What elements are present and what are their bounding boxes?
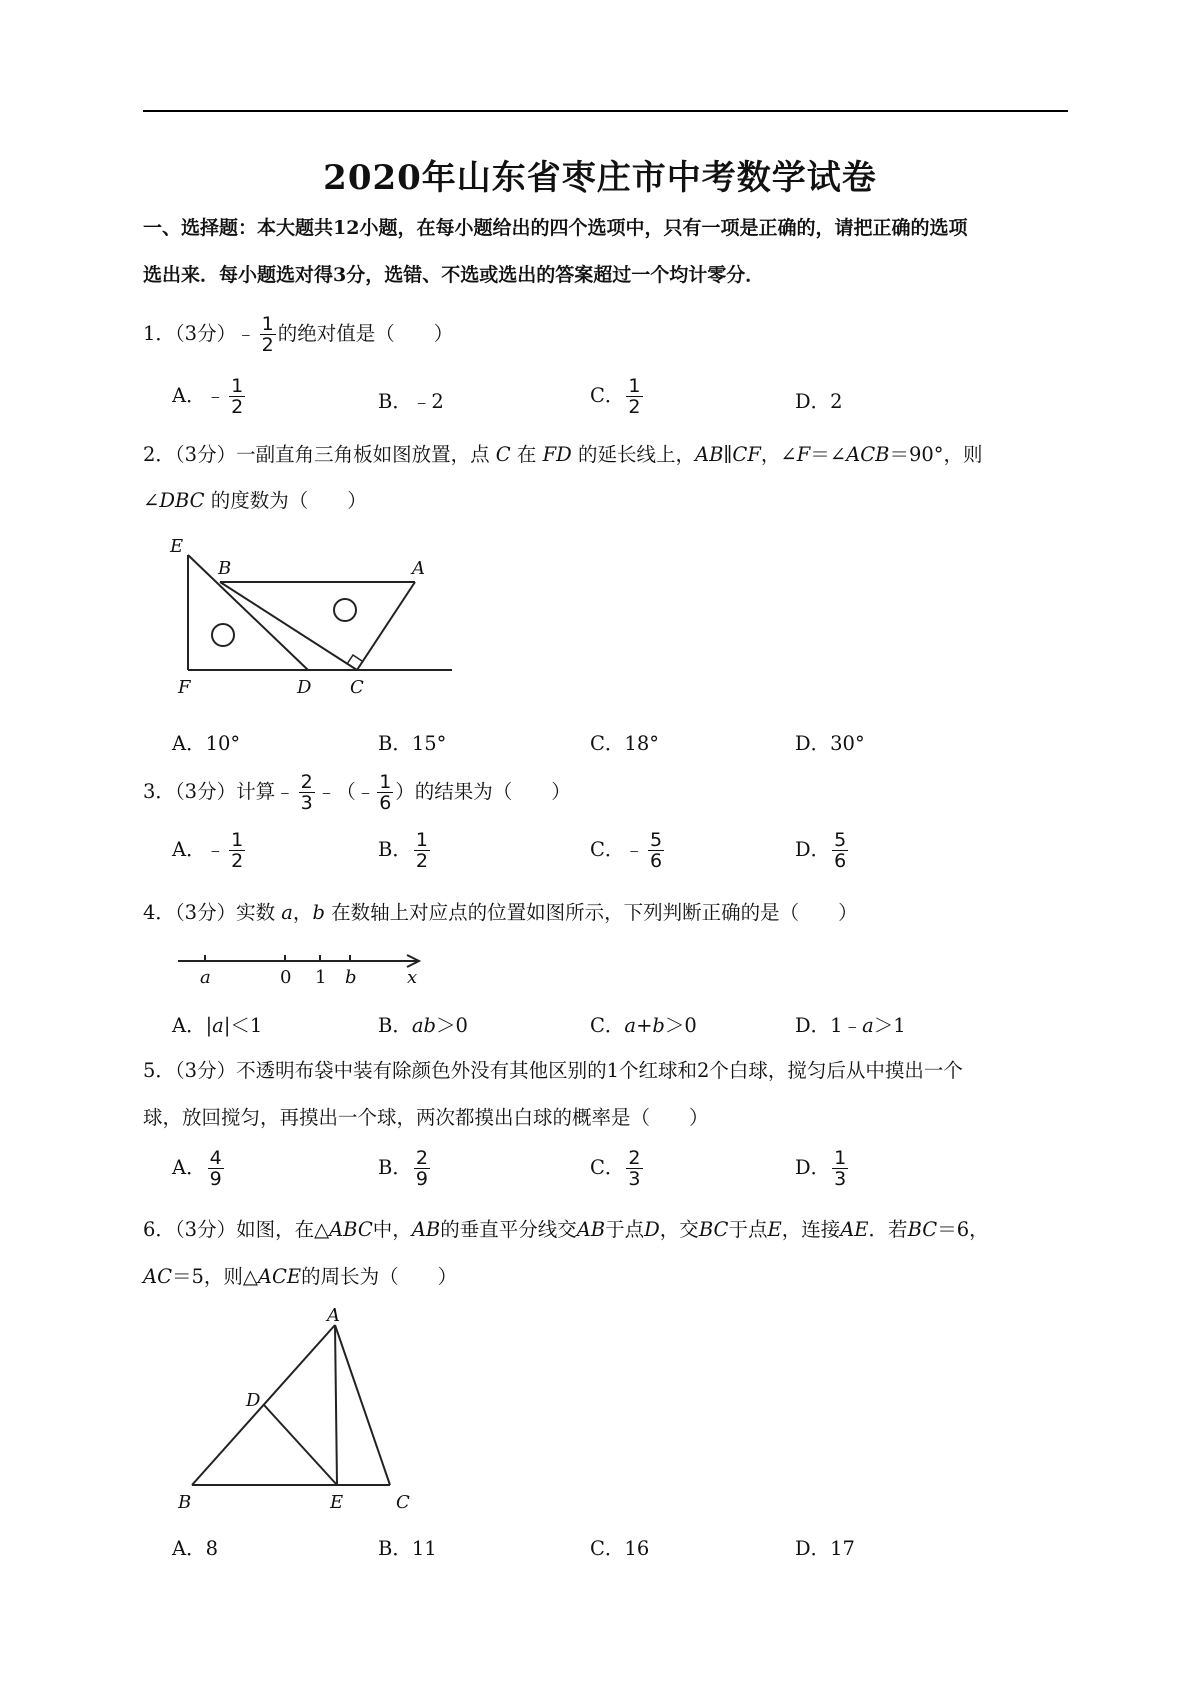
q4-label-one: 1 (315, 967, 327, 988)
q4-label-b: b (345, 967, 357, 988)
q3-mid: ﹣（﹣ (316, 780, 376, 803)
q6-label-e: E (330, 1492, 344, 1513)
q3-option-b-label: B． (378, 838, 412, 861)
q6-text-a: 6．（3分）如图，在△ (143, 1218, 330, 1241)
q2-var-fd: FD (542, 443, 572, 466)
q6-var-e: E (767, 1218, 782, 1241)
q3-den2: 6 (379, 792, 392, 814)
q2-label-b: B (218, 558, 232, 579)
q5-option-b-label: B． (378, 1156, 412, 1179)
q6-var-ab2: AB (576, 1218, 606, 1241)
q2-var-f: F (796, 443, 811, 466)
q3-option-d-label: D． (795, 838, 831, 861)
q4-option-c-plus: + (636, 1014, 653, 1037)
q6-text-b: 中， (372, 1218, 412, 1241)
q4-label-zero: 0 (280, 967, 292, 988)
q3-option-a-num: 1 (231, 829, 244, 851)
q2-text-g: ∠ (143, 489, 160, 512)
q6-var-ae: AE (840, 1218, 869, 1241)
q2-figure (160, 530, 460, 710)
q1-den: 2 (261, 334, 274, 356)
q6-label-a: A (327, 1305, 340, 1326)
question-6-line2 (143, 1262, 1078, 1292)
q1-option-c-den: 2 (628, 396, 641, 418)
q2-edge-ac (357, 582, 415, 670)
header-rule (143, 110, 1068, 112)
q6-var-ab1: AB (411, 1218, 441, 1241)
q6-text-e: ，交 (659, 1218, 699, 1241)
q3-option-a-fraction (229, 830, 245, 871)
q6-text-i: ＝6， (937, 1218, 989, 1241)
q1-option-a-den: 2 (231, 396, 244, 418)
q1-option-a-fraction (229, 376, 245, 417)
q5-option-a-fraction (208, 1148, 224, 1189)
q2-label-c: C (350, 677, 364, 698)
question-5-line2: 球，放回搅匀，再摸出一个球，两次都摸出白球的概率是（ ） (143, 1106, 709, 1129)
q4-option-c-var2: b (652, 1014, 665, 1037)
question-6-line1 (143, 1215, 1078, 1245)
q2-label-f: F (178, 677, 191, 698)
q2-hole-right (334, 599, 356, 621)
q6-var-bc2: BC (907, 1218, 938, 1241)
question-2-line2 (143, 486, 1078, 516)
q6-var-d: D (644, 1218, 660, 1241)
q4-option-b-post: ＞0 (435, 1014, 468, 1037)
q4-option-a-label: A． (172, 1014, 206, 1037)
q4-option-a-var: a (212, 1014, 224, 1037)
q3-fraction-2 (377, 772, 393, 813)
q3-option-d-fraction (832, 830, 848, 871)
q3-option-b-num: 1 (415, 829, 428, 851)
q3-option-d[interactable] (795, 830, 850, 871)
q6-text-d: 于点 (605, 1218, 645, 1241)
q3-option-a-den: 2 (231, 850, 244, 872)
q5-option-b-den: 9 (415, 1168, 428, 1190)
q1-prefix: 1．（3分） (143, 322, 237, 345)
q2-text-a: 2．（3分）一副直角三角板如图放置，点 (143, 443, 490, 466)
q4-number-line (175, 945, 435, 995)
q1-neg: ﹣ (236, 322, 256, 345)
q6-label-b: B (178, 1492, 192, 1513)
q3-fraction-1 (299, 772, 315, 813)
question-4 (143, 898, 1078, 928)
q4-option-c[interactable] (590, 1010, 697, 1038)
q2-option-c[interactable]: C．18° (590, 732, 659, 755)
q5-option-d-num: 1 (834, 1147, 847, 1169)
q4-option-b[interactable] (378, 1010, 468, 1038)
question-5-line1: 5．（3分）不透明布袋中装有除颜色外没有其他区别的1个红球和2个白球，搅匀后从中摸出一个 (143, 1059, 963, 1082)
q1-option-a[interactable] (172, 376, 247, 417)
q1-option-c-label: C． (590, 384, 625, 407)
q5-option-a[interactable] (172, 1148, 226, 1189)
q6-var-abc: ABC (329, 1218, 373, 1241)
q3-option-c-neg: ﹣ (624, 838, 644, 861)
q6-option-b[interactable]: B．11 (378, 1537, 437, 1560)
q1-option-d-label: D． (795, 390, 831, 413)
q6-option-c[interactable]: C．16 (590, 1537, 650, 1560)
q4-option-a-post: |＜1 (223, 1014, 263, 1037)
q2-text-h: 的度数为（ ） (210, 489, 367, 512)
q6-option-a[interactable]: A．8 (172, 1537, 218, 1560)
q1-option-b-text: ﹣2 (411, 390, 444, 413)
q6-label-d: D (246, 1390, 261, 1411)
q4-option-b-var: ab (411, 1014, 436, 1037)
q1-fraction (260, 314, 276, 355)
question-1 (143, 314, 1078, 355)
q1-option-a-neg: ﹣ (205, 384, 226, 407)
q6-var-ac: AC (143, 1265, 173, 1288)
q2-option-a[interactable]: A．10° (172, 732, 241, 755)
q2-hole-left (212, 624, 234, 646)
q3-option-d-num: 5 (834, 829, 847, 851)
q2-var-c: C (495, 443, 511, 466)
q6-text-c: 的垂直平分线交 (440, 1218, 577, 1241)
q4-option-c-var1: a (624, 1014, 637, 1037)
q2-label-e: E (170, 536, 184, 557)
q2-label-a: A (412, 558, 425, 579)
q3-prefix: 3．（3分）计算 (143, 780, 276, 803)
q1-option-c-fraction (626, 376, 642, 417)
q3-option-b[interactable] (378, 830, 432, 871)
q2-var-dbc: DBC (159, 489, 205, 512)
q3-option-c[interactable] (590, 830, 666, 871)
q3-suffix: ）的结果为（ ） (395, 780, 571, 803)
q3-neg1: ﹣ (275, 780, 295, 803)
q1-num: 1 (261, 313, 274, 335)
q3-option-a[interactable] (172, 830, 247, 871)
q2-edge-bc (220, 582, 357, 670)
q4-option-a-pre: | (205, 1014, 213, 1037)
q5-option-c-fraction (626, 1148, 642, 1189)
q4-option-d-post: ＞1 (873, 1014, 906, 1037)
q1-option-a-label: A． (172, 384, 206, 407)
q5-option-c-den: 3 (628, 1168, 641, 1190)
q5-option-a-den: 9 (209, 1168, 222, 1190)
q6-segment-ae (335, 1325, 337, 1485)
q1-suffix: 的绝对值是（ ） (277, 322, 454, 345)
q1-option-d[interactable] (795, 386, 843, 414)
q3-num1: 2 (300, 771, 313, 793)
q6-figure (160, 1305, 440, 1515)
q6-option-d[interactable]: D．17 (795, 1537, 855, 1560)
q5-option-b-fraction (414, 1148, 430, 1189)
q1-option-a-num: 1 (231, 375, 244, 397)
q2-var-acb: ACB (846, 443, 890, 466)
q3-option-c-fraction (648, 830, 664, 871)
q6-text-j: ＝5，则△ (172, 1265, 258, 1288)
q4-option-d-label: D． (795, 1014, 831, 1037)
q3-option-c-label: C． (590, 838, 625, 861)
q2-right-angle-mark (347, 655, 362, 664)
q6-text-h: ．若 (868, 1218, 908, 1241)
q3-option-b-den: 2 (415, 850, 428, 872)
q5-option-b-num: 2 (415, 1147, 428, 1169)
section-heading-line2: 选出来．每小题选对得3分，选错、不选或选出的答案超过一个均计零分． (143, 264, 765, 286)
q6-var-ace: ACE (257, 1265, 302, 1288)
q6-segment-de (264, 1405, 337, 1485)
q6-edge-ac (335, 1325, 390, 1485)
q3-option-c-num: 5 (649, 829, 663, 851)
q5-option-d-label: D． (795, 1156, 831, 1179)
q2-var-abcf: AB∥CF (695, 443, 761, 466)
question-2-line1 (143, 440, 1078, 470)
q5-option-d-den: 3 (834, 1168, 847, 1190)
q4-option-d[interactable] (795, 1010, 906, 1038)
q2-option-d[interactable]: D．30° (795, 732, 865, 755)
q5-option-c-label: C． (590, 1156, 625, 1179)
q4-var-b: b (312, 901, 325, 924)
q4-prefix: 4．（3分）实数 (143, 901, 276, 924)
q6-text-f: 于点 (728, 1218, 768, 1241)
q6-text-k: 的周长为（ ） (301, 1265, 458, 1288)
q6-text-g: ，连接 (781, 1218, 841, 1241)
q2-text-e: ＝∠ (810, 443, 847, 466)
q4-comma: ， (292, 901, 313, 924)
q2-text-d: ，∠ (760, 443, 797, 466)
section-heading-line1: 一、选择题：本大题共12小题，在每小题给出的四个选项中，只有一项是正确的，请把正确的选项 (143, 217, 968, 239)
page-title: 2020年山东省枣庄市中考数学试卷 (323, 158, 877, 198)
q2-text-c: 的延长线上， (578, 443, 696, 466)
q1-option-b-label: B． (378, 390, 412, 413)
q4-option-a[interactable] (172, 1010, 262, 1038)
q4-label-x: x (407, 967, 418, 988)
q6-var-bc1: BC (698, 1218, 729, 1241)
q3-den1: 3 (300, 792, 313, 814)
q4-suffix: 在数轴上对应点的位置如图所示，下列判断正确的是（ ） (331, 901, 858, 924)
q4-option-c-label: C． (590, 1014, 625, 1037)
q4-option-b-label: B． (378, 1014, 412, 1037)
q1-option-c-num: 1 (628, 375, 641, 397)
q5-option-c-num: 2 (628, 1147, 641, 1169)
q5-option-b[interactable] (378, 1148, 432, 1189)
q1-option-d-text: 2 (830, 390, 843, 413)
q4-option-d-var: a (862, 1014, 874, 1037)
q5-option-c[interactable] (590, 1148, 645, 1189)
q5-option-a-label: A． (172, 1156, 206, 1179)
q6-edge-ab (192, 1325, 335, 1485)
q3-option-c-den: 6 (649, 850, 663, 872)
q3-option-a-neg: ﹣ (205, 838, 226, 861)
q5-option-a-num: 4 (209, 1147, 222, 1169)
q3-option-a-label: A． (172, 838, 206, 861)
q1-option-c[interactable] (590, 376, 645, 417)
q3-option-b-fraction (414, 830, 430, 871)
q3-num2: 1 (379, 771, 392, 793)
q5-option-d-fraction (832, 1148, 848, 1189)
q2-option-b[interactable]: B．15° (378, 732, 447, 755)
q2-label-d: D (297, 677, 312, 698)
question-3 (143, 772, 1078, 813)
q2-edge-ed (188, 555, 308, 670)
q3-option-d-den: 6 (834, 850, 847, 872)
q6-label-c: C (396, 1492, 410, 1513)
q2-text-f: ＝90°，则 (889, 443, 983, 466)
q4-option-c-post: ＞0 (664, 1014, 697, 1037)
q2-text-b: 在 (516, 443, 537, 466)
q4-option-d-pre: 1﹣ (830, 1014, 863, 1037)
q5-option-d[interactable] (795, 1148, 850, 1189)
q1-option-b[interactable] (378, 386, 444, 414)
q4-var-a: a (281, 901, 293, 924)
q4-label-a: a (200, 967, 211, 988)
